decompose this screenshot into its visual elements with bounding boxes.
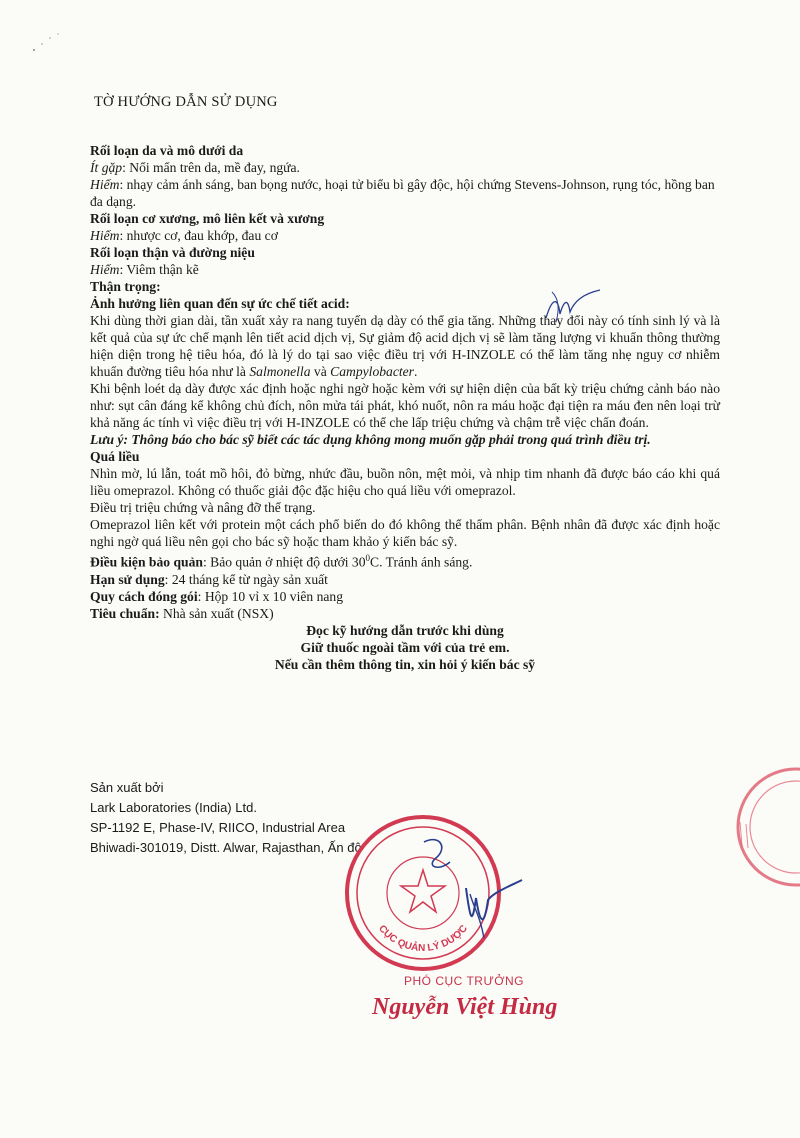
manufacturer-label: Sản xuất bởi (90, 780, 164, 795)
frequency-text: : nhược cơ, đau khớp, đau cơ (119, 228, 278, 243)
paragraph-text: . (413, 364, 418, 379)
frequency-text: : Viêm thận kẽ (119, 262, 199, 277)
organism-name: Campylobacter (330, 364, 414, 379)
standard-line (90, 605, 720, 622)
musculo-line (90, 227, 720, 244)
paragraph-text: Khi dùng thời gian dài, tần xuất xảy ra nang tuyến dạ dày có thể gia tăng. Những thay đổi này có tính sinh lý và là kết quả của sự ức chế mạnh lên tiết acid dịch vị, Sự giảm độ acid dịch vị sẽ làm tăng lượng vi khuẩn thông thường hiện diện trong hệ tiêu hóa, đó là lý do tại sao việc điều trị với H-INZOLE có thể làm tăng nhẹ nguy cơ nhiễm khuẩn đường tiêu hóa như là (90, 313, 720, 379)
precautions-paragraph-2: Khi bệnh loét dạ dày được xác định hoặc nghi ngờ hoặc kèm với sự hiện diện của bất kỳ triệu chứng cảnh báo nào như: sụt cân đáng kể không chủ đích, nôn mửa tái phát, khó nuốt, nôn ra máu hoặc đại tiện ra máu đen nên loại trừ khả năng ác tính vì việc điều trị với H-INZOLE có thể che lấp triệu chứng và chậm trễ việc chẩn đoán. (90, 381, 720, 430)
manufacturer-address: SP-1192 E, Phase-IV, RIICO, Industrial Area (90, 820, 346, 835)
field-label: Tiêu chuẩn: (90, 605, 160, 621)
stamp-text: CỤC QUẢN LÝ DƯỢC (376, 923, 470, 955)
note-paragraph: Lưu ý: Thông báo cho bác sỹ biết các tác dụng không mong muốn gặp phải trong quá trình điều trị. (90, 432, 651, 447)
manufacturer-address: Bhiwadi-301019, Distt. Alwar, Rajasthan, Ấn độ (90, 840, 362, 855)
field-label: Điều kiện bảo quản (90, 554, 203, 570)
section-heading-musculo: Rối loạn cơ xương, mô liên kết và xương (90, 211, 325, 226)
field-value: : Bảo quản ở nhiệt độ dưới 30 (202, 554, 366, 570)
section-heading-overdose: Quá liều (90, 449, 140, 464)
field-value: : 24 tháng kể từ ngày sản xuất (164, 571, 328, 587)
section-heading-skin: Rối loạn da và mô dưới da (90, 143, 244, 158)
frequency-label: Hiếm (90, 262, 120, 277)
paragraph-text: và (310, 364, 331, 379)
frequency-text: : Nổi mẩn trên da, mề đay, ngứa. (122, 160, 300, 175)
section-heading-renal: Rối loạn thận và đường niệu (90, 245, 255, 260)
subheading-acid: Ảnh hưởng liên quan đến sự ức chế tiết acid: (90, 296, 350, 311)
section-heading-precautions: Thận trọng: (90, 279, 161, 294)
organism-name: Salmonella (249, 364, 311, 379)
field-label: Quy cách đóng gói (90, 588, 198, 604)
overdose-paragraph-2: Điều trị triệu chứng và nâng đỡ thể trạng. (90, 500, 316, 515)
document-body (90, 142, 720, 673)
overdose-paragraph-3: Omeprazol liên kết với protein một cách phổ biến do đó không thể thẩm phân. Bệnh nhân đã được xác định hoặc nghi ngờ quá liều nên gọi cho bác sỹ hoặc tham khảo ý kiến bác sỹ. (90, 517, 720, 549)
warning-line: Giữ thuốc ngoài tầm với của trẻ em. (300, 639, 510, 655)
warning-line: Nếu cần thêm thông tin, xin hỏi ý kiến bác sỹ (274, 656, 536, 672)
renal-line (90, 261, 720, 278)
frequency-label: Hiếm (90, 177, 120, 192)
handwritten-initials (538, 288, 608, 328)
field-value: C. Tránh ánh sáng. (370, 554, 473, 570)
document-title: TỜ HƯỚNG DẪN SỬ DỤNG (94, 94, 278, 110)
manufacturer-name: Lark Laboratories (India) Ltd. (90, 800, 257, 815)
field-value-sup: 0 (365, 553, 371, 563)
signatory-name: Nguyễn Việt Hùng (372, 994, 558, 1020)
field-label: Hạn sử dụng (90, 571, 165, 587)
skin-rare-line (90, 159, 720, 176)
skin-very-rare-line (90, 176, 720, 210)
field-value: : Hộp 10 vỉ x 10 viên nang (197, 588, 344, 604)
handwritten-signature (410, 828, 530, 948)
frequency-label: Hiếm (90, 228, 120, 243)
storage-line (90, 550, 720, 571)
overdose-paragraph-1: Nhìn mờ, lú lẫn, toát mồ hôi, đỏ bừng, nhức đầu, buồn nôn, mệt mỏi, và nhịp tim nhanh đã được báo cáo khi quá liều omeprazol. Không có thuốc giải độc đặc hiệu cho quá liều với omeprazol. (90, 466, 720, 498)
frequency-label: Ít gặp (90, 160, 123, 175)
packing-line (90, 588, 720, 605)
signatory-title: PHÓ CỤC TRƯỞNG (404, 974, 524, 988)
shelf-life-line (90, 571, 720, 588)
frequency-text: : nhạy cảm ánh sáng, ban bọng nước, hoại tử biểu bì gây độc, hội chứng Stevens-Johnson, rụng tóc, hồng ban đa dạng. (90, 177, 715, 209)
scan-speckles (28, 30, 68, 60)
warning-line: Đọc kỹ hướng dẫn trước khi dùng (306, 622, 504, 638)
field-value: Nhà sản xuất (NSX) (159, 605, 274, 621)
precautions-paragraph-1 (90, 312, 720, 380)
partial-stamp-icon (700, 752, 800, 902)
